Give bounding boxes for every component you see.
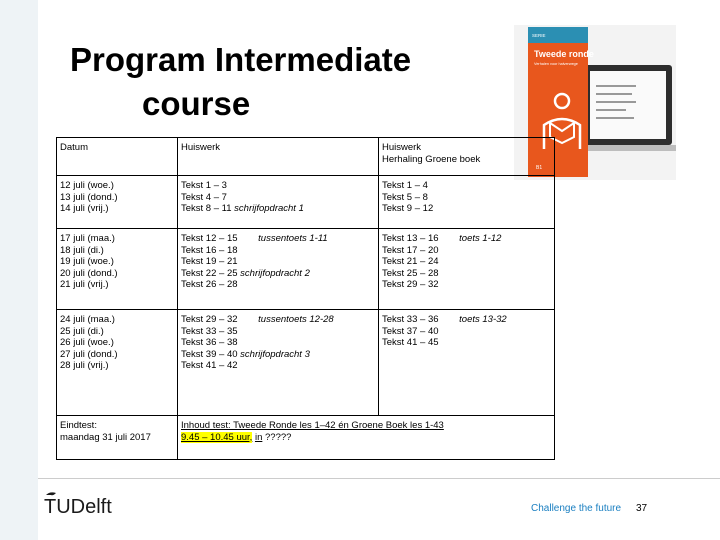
- review-line: [382, 180, 551, 192]
- review-text: Tekst 37 – 40: [382, 325, 439, 337]
- left-accent-bar: [0, 0, 38, 540]
- review-note: toets 1-12: [459, 233, 502, 244]
- review-text: Tekst 41 – 45: [382, 337, 439, 348]
- final-test-label-cell: [57, 416, 178, 460]
- homework-line: [181, 245, 375, 257]
- homework-cell: [178, 229, 379, 310]
- final-test-label-1: Eindtest:: [60, 420, 97, 431]
- date-line: 26 juli (woe.): [60, 337, 114, 348]
- date-line: 24 juli (maa.): [60, 314, 115, 325]
- homework-note: tussentoets 12-28: [258, 314, 334, 325]
- homework-text: Tekst 16 – 18: [181, 244, 238, 256]
- review-text: Tekst 33 – 36: [382, 314, 439, 325]
- date-cell: [57, 310, 178, 416]
- review-text: Tekst 1 – 4: [382, 180, 428, 191]
- table-row: [57, 229, 555, 310]
- review-line: [382, 256, 551, 268]
- homework-line: [181, 233, 375, 245]
- homework-line: [181, 203, 375, 215]
- homework-text: Tekst 8 – 11: [181, 203, 232, 214]
- review-line: [382, 233, 551, 245]
- review-line: [382, 279, 551, 291]
- review-cell: [379, 176, 555, 229]
- homework-text: Tekst 33 – 35: [181, 325, 238, 337]
- homework-line: [181, 192, 375, 204]
- title-line-2: course: [142, 85, 251, 122]
- date-line: 28 juli (vrij.): [60, 360, 109, 371]
- homework-line: [181, 256, 375, 268]
- final-test-room: ?????: [265, 431, 292, 443]
- homework-text: Tekst 41 – 42: [181, 360, 238, 371]
- review-text: Tekst 17 – 20: [382, 244, 439, 256]
- date-cell: [57, 176, 178, 229]
- review-line: [382, 326, 551, 338]
- date-line: 20 juli (dond.): [60, 267, 118, 279]
- date-line: 21 juli (vrij.): [60, 279, 109, 290]
- homework-line: [181, 337, 375, 349]
- homework-text: Tekst 12 – 15: [181, 233, 238, 244]
- homework-text: Tekst 36 – 38: [181, 337, 238, 348]
- final-test-room-prefix: in: [254, 431, 263, 443]
- homework-text: Tekst 39 – 40: [181, 348, 238, 360]
- header-herhaling-label-1: Huiswerk: [382, 142, 422, 153]
- homework-line: [181, 349, 375, 361]
- homework-cell: [178, 310, 379, 416]
- header-huiswerk-label: Huiswerk: [181, 142, 221, 153]
- footer-tagline: Challenge the future: [531, 503, 622, 514]
- review-text: Tekst 9 – 12: [382, 203, 434, 214]
- header-huiswerk: [178, 138, 379, 176]
- footer-divider: [38, 478, 720, 479]
- review-cell: [379, 310, 555, 416]
- final-test-label-2: maandag 31 juli 2017: [60, 431, 151, 443]
- book-series-text: SERIE: [532, 33, 546, 38]
- book-subtitle-text: Verhalen voor halverwege: [534, 62, 578, 66]
- review-line: [382, 245, 551, 257]
- homework-note: schrijfopdracht 3: [240, 348, 310, 360]
- date-line: 17 juli (maa.): [60, 233, 115, 244]
- homework-line: [181, 279, 375, 291]
- homework-text: Tekst 26 – 28: [181, 279, 238, 290]
- final-test-time: 9.45 – 10.45 uur,: [181, 431, 253, 443]
- homework-text: Tekst 4 – 7: [181, 191, 227, 203]
- header-datum: [57, 138, 178, 176]
- homework-note: schrijfopdracht 2: [240, 267, 310, 279]
- table-row: [57, 176, 555, 229]
- review-line: [382, 203, 551, 215]
- date-line: 14 juli (vrij.): [60, 203, 109, 214]
- homework-text: Tekst 29 – 32: [181, 314, 238, 325]
- slide-title: [70, 38, 510, 126]
- book-level-text: B1: [536, 165, 543, 171]
- header-datum-label: Datum: [60, 142, 88, 153]
- review-cell: [379, 229, 555, 310]
- final-test-time-line: [181, 432, 551, 444]
- homework-note: schrijfopdracht 1: [234, 203, 304, 214]
- page-number: 37: [636, 503, 648, 514]
- homework-note: tussentoets 1-11: [258, 233, 328, 244]
- review-text: Tekst 21 – 24: [382, 256, 439, 267]
- homework-line: [181, 180, 375, 192]
- table-header-row: [57, 138, 555, 176]
- review-text: Tekst 13 – 16: [382, 233, 439, 244]
- review-line: [382, 192, 551, 204]
- homework-text: Tekst 19 – 21: [181, 256, 238, 267]
- date-line: 13 juli (dond.): [60, 191, 118, 203]
- table-row: [57, 310, 555, 416]
- final-test-content: Inhoud test: Tweede Ronde les 1–42 én Groene Boek les 1-43: [181, 420, 444, 431]
- book-title-text: Tweede ronde: [534, 49, 594, 59]
- review-line: [382, 268, 551, 280]
- review-text: Tekst 29 – 32: [382, 279, 439, 290]
- header-herhaling-label-2: Herhaling Groene boek: [382, 153, 481, 165]
- homework-line: [181, 268, 375, 280]
- date-line: 27 juli (dond.): [60, 348, 118, 360]
- homework-line: [181, 360, 375, 372]
- homework-text: Tekst 1 – 3: [181, 180, 227, 191]
- review-line: [382, 337, 551, 349]
- date-line: 18 juli (di.): [60, 244, 104, 256]
- program-table: [56, 137, 555, 460]
- review-line: [382, 314, 551, 326]
- date-cell: [57, 229, 178, 310]
- homework-line: [181, 326, 375, 338]
- homework-text: Tekst 22 – 25: [181, 267, 238, 279]
- date-line: 19 juli (woe.): [60, 256, 114, 267]
- homework-line: [181, 314, 375, 326]
- date-line: 25 juli (di.): [60, 325, 104, 337]
- review-note: toets 13-32: [459, 314, 507, 325]
- title-line-1: Program Intermediate: [70, 41, 412, 78]
- date-line: 12 juli (woe.): [60, 180, 114, 191]
- tudelft-logo: [44, 489, 124, 517]
- header-herhaling: [379, 138, 555, 176]
- review-text: Tekst 5 – 8: [382, 191, 428, 203]
- final-test-content-cell: [178, 416, 555, 460]
- final-test-row: [57, 416, 555, 460]
- homework-cell: [178, 176, 379, 229]
- logo-text: TUDelft: [44, 496, 112, 517]
- review-text: Tekst 25 – 28: [382, 267, 439, 279]
